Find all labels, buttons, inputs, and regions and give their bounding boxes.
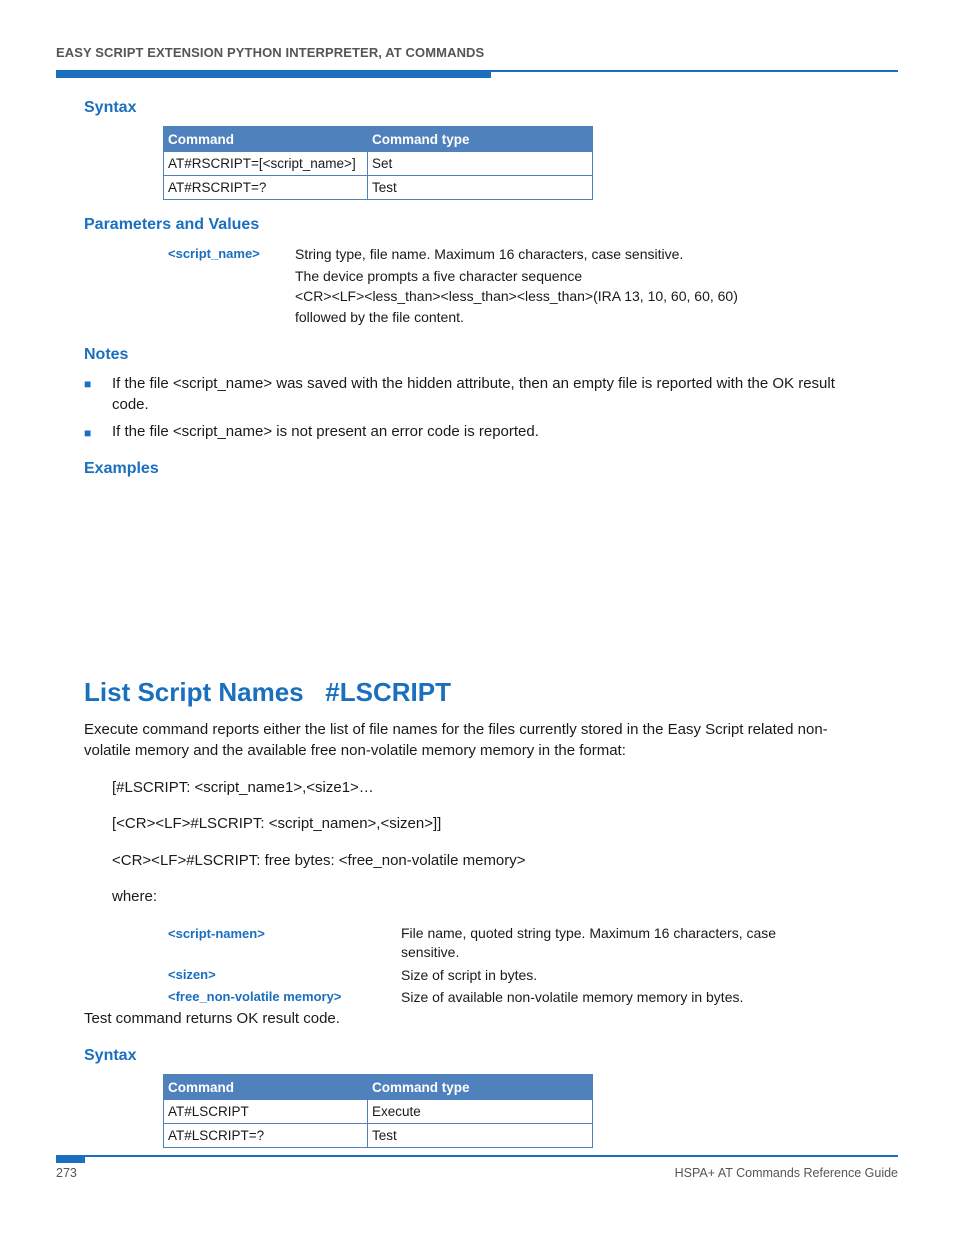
syntax-heading: Syntax: [84, 99, 137, 116]
column-header-command-type: Command type: [368, 127, 593, 152]
table-cell-command: AT#RSCRIPT=?: [164, 176, 368, 200]
param-name-free-memory: <free_non-volatile memory>: [168, 989, 342, 1004]
section-title: List Script Names #LSCRIPT: [84, 677, 451, 707]
table-row: [164, 176, 593, 200]
notes-heading: Notes: [84, 346, 129, 363]
param-desc-line: File name, quoted string type. Maximum 16 characters, case: [401, 925, 777, 941]
param-desc-line: Size of script in bytes.: [401, 967, 538, 983]
param-desc-line: sensitive.: [401, 944, 460, 960]
section-intro: [84, 719, 904, 761]
format-line: [#LSCRIPT: <script_name1>,<size1>…: [112, 779, 374, 796]
param-desc-line: <CR><LF><less_than><less_than><less_than>(IRA 13, 10, 60, 60, 60): [295, 288, 738, 304]
param-name-sizen: <sizen>: [168, 967, 216, 982]
param-name-script-namen: <script-namen>: [168, 926, 265, 941]
format-line: [<CR><LF>#LSCRIPT: <script_namen>,<sizen>]]: [112, 815, 442, 832]
param-desc-line: The device prompts a five character sequence: [295, 267, 583, 284]
where-label: where:: [112, 888, 158, 905]
footer-rule: [56, 1155, 898, 1157]
note-text: If the file <script_name> was saved with the hidden attribute, then an empty file is reported with the OK result: [112, 375, 835, 392]
syntax-table-lscript: [163, 1074, 593, 1148]
syntax-heading: Syntax: [84, 1047, 137, 1064]
column-header-command: Command: [164, 1075, 368, 1100]
intro-line: Execute command reports either the list of file names for the files currently stored in the Easy Script related non-: [84, 721, 828, 738]
table-cell-type: Test: [368, 176, 593, 200]
syntax-table-rscript: [163, 126, 593, 200]
param-desc-line: Size of available non-volatile memory memory in bytes.: [401, 989, 744, 1005]
bullet-icon: ■: [84, 426, 92, 440]
param-desc-line: followed by the file content.: [295, 308, 464, 325]
column-header-command: Command: [164, 127, 368, 152]
header-rule-accent: [56, 70, 491, 78]
format-line: <CR><LF>#LSCRIPT: free bytes: <free_non-volatile memory>: [112, 852, 526, 869]
table-cell-type: Test: [368, 1124, 593, 1148]
document-title: HSPA+ AT Commands Reference Guide: [674, 1166, 898, 1180]
intro-line: volatile memory and the available free non-volatile memory memory in the format:: [84, 742, 626, 759]
table-cell-command: AT#LSCRIPT=?: [164, 1124, 368, 1148]
table-cell-type: Execute: [368, 1100, 593, 1124]
footer-rule-accent: [56, 1155, 85, 1163]
table-cell-command: AT#LSCRIPT: [164, 1100, 368, 1124]
column-header-command-type: Command type: [368, 1075, 593, 1100]
param-description: [295, 244, 855, 327]
table-cell-command: AT#RSCRIPT=[<script_name>]: [164, 152, 368, 176]
running-header: EASY SCRIPT EXTENSION PYTHON INTERPRETER, AT COMMANDS: [56, 45, 485, 60]
page-number: 273: [56, 1166, 77, 1180]
note-item: [112, 373, 902, 415]
table-header-row: [164, 1075, 593, 1100]
table-row: [164, 1100, 593, 1124]
bullet-icon: ■: [84, 377, 92, 391]
table-cell-type: Set: [368, 152, 593, 176]
table-row: [164, 1124, 593, 1148]
param-name-script-name: <script_name>: [168, 246, 260, 261]
test-command-text: Test command returns OK result code.: [84, 1010, 340, 1027]
note-text-cont: code.: [112, 396, 149, 413]
param-description: [401, 924, 821, 962]
parameters-heading: Parameters and Values: [84, 216, 260, 233]
param-desc-line: String type, file name. Maximum 16 characters, case sensitive.: [295, 246, 684, 262]
examples-heading: Examples: [84, 460, 159, 477]
table-header-row: [164, 127, 593, 152]
note-item: If the file <script_name> is not present an error code is reported.: [112, 423, 539, 440]
table-row: [164, 152, 593, 176]
